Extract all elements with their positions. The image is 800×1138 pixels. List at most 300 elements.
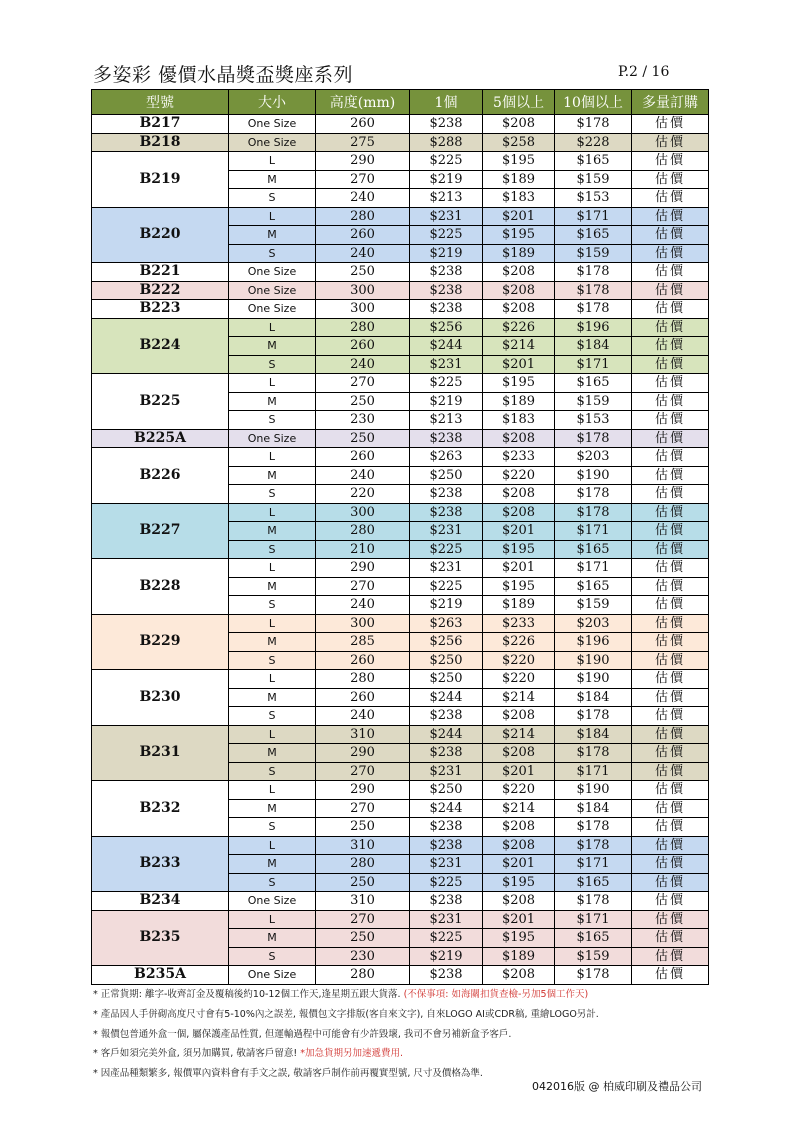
bulk-quote-cell: 估價 — [632, 540, 709, 559]
price-10-cell: $196 — [555, 318, 632, 337]
price-1-cell: $219 — [410, 947, 483, 966]
price-1-cell: $256 — [410, 318, 483, 337]
size-cell: S — [229, 189, 316, 208]
price-1-cell: $263 — [410, 448, 483, 467]
bulk-quote-cell: 估價 — [632, 744, 709, 763]
size-cell: L — [229, 318, 316, 337]
bulk-quote-cell: 估價 — [632, 688, 709, 707]
height-cell: 240 — [316, 707, 410, 726]
bulk-quote-cell: 估價 — [632, 522, 709, 541]
price-5-cell: $208 — [483, 263, 555, 282]
price-1-cell: $250 — [410, 781, 483, 800]
price-5-cell: $195 — [483, 374, 555, 393]
price-10-cell: $165 — [555, 873, 632, 892]
bulk-quote-cell: 估價 — [632, 707, 709, 726]
note-warning: (不保事項: 如海關扣貨查檢-另加5個工作天) — [403, 989, 589, 1000]
model-cell: B217 — [92, 115, 229, 134]
bulk-quote-cell: 估價 — [632, 873, 709, 892]
price-1-cell: $225 — [410, 929, 483, 948]
price-5-cell: $201 — [483, 355, 555, 374]
table-row — [92, 503, 709, 522]
table-row — [92, 115, 709, 134]
price-5-cell: $201 — [483, 559, 555, 578]
note-text: * 正常貨期: 離字-收齊訂金及覆稿後約10-12個工作天,逢星期五跟大貨落. — [93, 989, 404, 1000]
price-5-cell: $220 — [483, 670, 555, 689]
table-row — [92, 133, 709, 152]
height-cell: 260 — [316, 226, 410, 245]
price-5-cell: $233 — [483, 614, 555, 633]
bulk-quote-cell: 估價 — [632, 781, 709, 800]
price-5-cell: $208 — [483, 485, 555, 504]
size-cell: S — [229, 355, 316, 374]
height-cell: 250 — [316, 263, 410, 282]
bulk-quote-cell: 估價 — [632, 300, 709, 319]
price-10-cell: $165 — [555, 929, 632, 948]
model-cell: B218 — [92, 133, 229, 152]
size-cell: S — [229, 596, 316, 615]
size-cell: M — [229, 688, 316, 707]
height-cell: 280 — [316, 207, 410, 226]
price-1-cell: $238 — [410, 818, 483, 837]
model-cell: B226 — [92, 448, 229, 504]
price-5-cell: $183 — [483, 411, 555, 430]
bulk-quote-cell: 估價 — [632, 651, 709, 670]
height-cell: 290 — [316, 744, 410, 763]
price-1-cell: $244 — [410, 337, 483, 356]
price-10-cell: $190 — [555, 651, 632, 670]
price-10-cell: $165 — [555, 374, 632, 393]
price-1-cell: $250 — [410, 466, 483, 485]
size-cell: L — [229, 559, 316, 578]
size-cell: L — [229, 152, 316, 171]
bulk-quote-cell: 估價 — [632, 244, 709, 263]
size-cell: S — [229, 818, 316, 837]
price-1-cell: $238 — [410, 281, 483, 300]
note-line — [93, 1025, 733, 1045]
price-5-cell: $220 — [483, 781, 555, 800]
height-cell: 260 — [316, 688, 410, 707]
bulk-quote-cell: 估價 — [632, 263, 709, 282]
model-cell: B228 — [92, 559, 229, 615]
size-cell: S — [229, 485, 316, 504]
price-1-cell: $238 — [410, 429, 483, 448]
header-price-5: 5個以上 — [483, 90, 555, 115]
height-cell: 270 — [316, 374, 410, 393]
height-cell: 260 — [316, 337, 410, 356]
model-cell: B227 — [92, 503, 229, 559]
price-1-cell: $231 — [410, 522, 483, 541]
size-cell: One Size — [229, 300, 316, 319]
price-10-cell: $178 — [555, 966, 632, 985]
table-row — [92, 318, 709, 337]
bulk-quote-cell: 估價 — [632, 189, 709, 208]
price-1-cell: $213 — [410, 189, 483, 208]
size-cell: S — [229, 873, 316, 892]
bulk-quote-cell: 估價 — [632, 115, 709, 134]
height-cell: 240 — [316, 355, 410, 374]
model-cell: B225 — [92, 374, 229, 430]
price-1-cell: $288 — [410, 133, 483, 152]
price-5-cell: $183 — [483, 189, 555, 208]
price-1-cell: $256 — [410, 633, 483, 652]
height-cell: 220 — [316, 485, 410, 504]
price-5-cell: $208 — [483, 429, 555, 448]
size-cell: S — [229, 540, 316, 559]
height-cell: 290 — [316, 152, 410, 171]
note-line — [93, 985, 733, 1005]
height-cell: 270 — [316, 910, 410, 929]
price-1-cell: $219 — [410, 244, 483, 263]
height-cell: 285 — [316, 633, 410, 652]
table-row — [92, 152, 709, 171]
price-5-cell: $195 — [483, 152, 555, 171]
bulk-quote-cell: 估價 — [632, 448, 709, 467]
bulk-quote-cell: 估價 — [632, 318, 709, 337]
bulk-quote-cell: 估價 — [632, 281, 709, 300]
price-10-cell: $171 — [555, 207, 632, 226]
price-5-cell: $208 — [483, 300, 555, 319]
footer-text: 042016版 @ 柏威印刷及禮品公司 — [532, 1080, 702, 1093]
price-5-cell: $208 — [483, 836, 555, 855]
size-cell: L — [229, 725, 316, 744]
bulk-quote-cell: 估價 — [632, 762, 709, 781]
bulk-quote-cell: 估價 — [632, 503, 709, 522]
size-cell: S — [229, 244, 316, 263]
price-10-cell: $190 — [555, 466, 632, 485]
height-cell: 240 — [316, 596, 410, 615]
price-1-cell: $225 — [410, 152, 483, 171]
price-1-cell: $231 — [410, 559, 483, 578]
price-5-cell: $201 — [483, 522, 555, 541]
bulk-quote-cell: 估價 — [632, 559, 709, 578]
size-cell: M — [229, 744, 316, 763]
price-1-cell: $231 — [410, 762, 483, 781]
price-10-cell: $171 — [555, 355, 632, 374]
bulk-quote-cell: 估價 — [632, 337, 709, 356]
price-10-cell: $153 — [555, 411, 632, 430]
price-5-cell: $258 — [483, 133, 555, 152]
model-cell: B222 — [92, 281, 229, 300]
bulk-quote-cell: 估價 — [632, 207, 709, 226]
model-cell: B219 — [92, 152, 229, 208]
price-10-cell: $159 — [555, 596, 632, 615]
bulk-quote-cell: 估價 — [632, 929, 709, 948]
price-1-cell: $250 — [410, 651, 483, 670]
price-1-cell: $238 — [410, 485, 483, 504]
price-5-cell: $214 — [483, 799, 555, 818]
header-height: 高度(mm) — [316, 90, 410, 115]
height-cell: 300 — [316, 614, 410, 633]
bulk-quote-cell: 估價 — [632, 947, 709, 966]
price-1-cell: $231 — [410, 355, 483, 374]
bulk-quote-cell: 估價 — [632, 633, 709, 652]
price-1-cell: $219 — [410, 170, 483, 189]
price-10-cell: $178 — [555, 818, 632, 837]
model-cell: B225A — [92, 429, 229, 448]
table-header-row — [92, 90, 709, 115]
header-price-1: 1個 — [410, 90, 483, 115]
price-1-cell: $231 — [410, 207, 483, 226]
size-cell: One Size — [229, 429, 316, 448]
size-cell: S — [229, 947, 316, 966]
size-cell: L — [229, 910, 316, 929]
size-cell: M — [229, 929, 316, 948]
model-cell: B220 — [92, 207, 229, 263]
price-10-cell: $228 — [555, 133, 632, 152]
price-5-cell: $226 — [483, 633, 555, 652]
price-5-cell: $195 — [483, 929, 555, 948]
price-1-cell: $238 — [410, 892, 483, 911]
bulk-quote-cell: 估價 — [632, 374, 709, 393]
price-1-cell: $225 — [410, 540, 483, 559]
price-5-cell: $208 — [483, 966, 555, 985]
price-10-cell: $190 — [555, 670, 632, 689]
header-model: 型號 — [92, 90, 229, 115]
height-cell: 270 — [316, 577, 410, 596]
price-10-cell: $165 — [555, 540, 632, 559]
height-cell: 300 — [316, 281, 410, 300]
price-1-cell: $238 — [410, 115, 483, 134]
size-cell: M — [229, 466, 316, 485]
price-10-cell: $203 — [555, 448, 632, 467]
price-1-cell: $238 — [410, 300, 483, 319]
price-10-cell: $165 — [555, 152, 632, 171]
height-cell: 270 — [316, 762, 410, 781]
height-cell: 280 — [316, 966, 410, 985]
price-10-cell: $178 — [555, 300, 632, 319]
bulk-quote-cell: 估價 — [632, 429, 709, 448]
price-5-cell: $214 — [483, 337, 555, 356]
table-row — [92, 781, 709, 800]
price-10-cell: $171 — [555, 559, 632, 578]
price-5-cell: $208 — [483, 115, 555, 134]
height-cell: 240 — [316, 244, 410, 263]
height-cell: 310 — [316, 892, 410, 911]
note-warning: *加急貨期另加速遞費用. — [300, 1048, 403, 1060]
price-5-cell: $226 — [483, 318, 555, 337]
price-10-cell: $184 — [555, 725, 632, 744]
size-cell: L — [229, 670, 316, 689]
price-10-cell: $159 — [555, 170, 632, 189]
height-cell: 230 — [316, 947, 410, 966]
height-cell: 310 — [316, 836, 410, 855]
model-cell: B229 — [92, 614, 229, 670]
size-cell: M — [229, 633, 316, 652]
size-cell: S — [229, 411, 316, 430]
price-5-cell: $195 — [483, 226, 555, 245]
height-cell: 300 — [316, 300, 410, 319]
header-size: 大小 — [229, 90, 316, 115]
price-1-cell: $231 — [410, 910, 483, 929]
price-5-cell: $201 — [483, 207, 555, 226]
bulk-quote-cell: 估價 — [632, 411, 709, 430]
price-5-cell: $220 — [483, 651, 555, 670]
price-5-cell: $189 — [483, 596, 555, 615]
price-1-cell: $225 — [410, 226, 483, 245]
size-cell: M — [229, 226, 316, 245]
table-row — [92, 614, 709, 633]
height-cell: 310 — [316, 725, 410, 744]
size-cell: M — [229, 337, 316, 356]
bulk-quote-cell: 估價 — [632, 725, 709, 744]
price-5-cell: $208 — [483, 707, 555, 726]
bulk-quote-cell: 估價 — [632, 466, 709, 485]
price-5-cell: $189 — [483, 947, 555, 966]
price-10-cell: $159 — [555, 947, 632, 966]
price-10-cell: $203 — [555, 614, 632, 633]
price-1-cell: $244 — [410, 799, 483, 818]
price-5-cell: $201 — [483, 855, 555, 874]
bulk-quote-cell: 估價 — [632, 485, 709, 504]
price-10-cell: $165 — [555, 577, 632, 596]
price-5-cell: $195 — [483, 577, 555, 596]
price-5-cell: $201 — [483, 910, 555, 929]
height-cell: 250 — [316, 873, 410, 892]
price-5-cell: $208 — [483, 503, 555, 522]
height-cell: 280 — [316, 670, 410, 689]
price-10-cell: $178 — [555, 836, 632, 855]
height-cell: 260 — [316, 651, 410, 670]
price-10-cell: $184 — [555, 688, 632, 707]
price-1-cell: $250 — [410, 670, 483, 689]
bulk-quote-cell: 估價 — [632, 392, 709, 411]
bulk-quote-cell: 估價 — [632, 670, 709, 689]
note-text: * 客戶如須完美外盒, 須另加購買, 敬請客戶留意! — [93, 1048, 301, 1060]
price-10-cell: $153 — [555, 189, 632, 208]
table-row — [92, 892, 709, 911]
notes-section — [93, 985, 733, 1084]
bulk-quote-cell: 估價 — [632, 152, 709, 171]
bulk-quote-cell: 估價 — [632, 855, 709, 874]
height-cell: 260 — [316, 115, 410, 134]
price-5-cell: $220 — [483, 466, 555, 485]
note-text: * 產品因人手併砌高度尺寸會有5-10%內之誤差, 報價包文字排版(客自來文字), 自來LOGO AI或CDR稿, 重繪LOGO另計. — [93, 1008, 599, 1020]
price-1-cell: $219 — [410, 392, 483, 411]
price-table — [91, 89, 709, 985]
table-row — [92, 207, 709, 226]
price-10-cell: $178 — [555, 485, 632, 504]
price-5-cell: $195 — [483, 873, 555, 892]
height-cell: 270 — [316, 799, 410, 818]
price-1-cell: $238 — [410, 263, 483, 282]
price-10-cell: $178 — [555, 744, 632, 763]
model-cell: B224 — [92, 318, 229, 374]
size-cell: S — [229, 707, 316, 726]
price-10-cell: $184 — [555, 799, 632, 818]
table-row — [92, 966, 709, 985]
price-1-cell: $238 — [410, 503, 483, 522]
bulk-quote-cell: 估價 — [632, 355, 709, 374]
model-cell: B233 — [92, 836, 229, 892]
height-cell: 250 — [316, 392, 410, 411]
bulk-quote-cell: 估價 — [632, 133, 709, 152]
size-cell: L — [229, 836, 316, 855]
bulk-quote-cell: 估價 — [632, 910, 709, 929]
model-cell: B230 — [92, 670, 229, 726]
price-10-cell: $178 — [555, 429, 632, 448]
size-cell: S — [229, 762, 316, 781]
height-cell: 300 — [316, 503, 410, 522]
model-cell: B231 — [92, 725, 229, 781]
height-cell: 280 — [316, 318, 410, 337]
height-cell: 250 — [316, 429, 410, 448]
bulk-quote-cell: 估價 — [632, 614, 709, 633]
size-cell: L — [229, 207, 316, 226]
size-cell: M — [229, 577, 316, 596]
price-10-cell: $190 — [555, 781, 632, 800]
note-line — [93, 1005, 733, 1025]
size-cell: L — [229, 781, 316, 800]
model-cell: B235 — [92, 910, 229, 966]
bulk-quote-cell: 估價 — [632, 170, 709, 189]
price-1-cell: $244 — [410, 725, 483, 744]
page-number: P.2 / 16 — [618, 64, 670, 80]
height-cell: 250 — [316, 818, 410, 837]
price-10-cell: $184 — [555, 337, 632, 356]
price-5-cell: $208 — [483, 281, 555, 300]
size-cell: L — [229, 374, 316, 393]
size-cell: One Size — [229, 133, 316, 152]
size-cell: M — [229, 522, 316, 541]
price-1-cell: $219 — [410, 596, 483, 615]
price-1-cell: $263 — [410, 614, 483, 633]
table-row — [92, 725, 709, 744]
bulk-quote-cell: 估價 — [632, 818, 709, 837]
price-10-cell: $159 — [555, 392, 632, 411]
bulk-quote-cell: 估價 — [632, 596, 709, 615]
size-cell: L — [229, 503, 316, 522]
height-cell: 210 — [316, 540, 410, 559]
price-5-cell: $208 — [483, 892, 555, 911]
price-10-cell: $178 — [555, 281, 632, 300]
bulk-quote-cell: 估價 — [632, 836, 709, 855]
size-cell: L — [229, 614, 316, 633]
size-cell: One Size — [229, 966, 316, 985]
height-cell: 280 — [316, 855, 410, 874]
price-1-cell: $238 — [410, 836, 483, 855]
price-10-cell: $171 — [555, 762, 632, 781]
price-5-cell: $189 — [483, 170, 555, 189]
height-cell: 270 — [316, 170, 410, 189]
price-5-cell: $189 — [483, 244, 555, 263]
height-cell: 250 — [316, 929, 410, 948]
bulk-quote-cell: 估價 — [632, 966, 709, 985]
bulk-quote-cell: 估價 — [632, 577, 709, 596]
price-10-cell: $171 — [555, 910, 632, 929]
price-1-cell: $225 — [410, 873, 483, 892]
note-text: * 因產品種類繁多, 報價單內資料會有手文之誤, 敬請客戶制作前再覆實型號, 尺寸及價格為準. — [93, 1068, 483, 1080]
price-10-cell: $165 — [555, 226, 632, 245]
price-1-cell: $225 — [410, 374, 483, 393]
bulk-quote-cell: 估價 — [632, 226, 709, 245]
table-row — [92, 670, 709, 689]
height-cell: 290 — [316, 781, 410, 800]
table-row — [92, 910, 709, 929]
height-cell: 230 — [316, 411, 410, 430]
size-cell: One Size — [229, 115, 316, 134]
height-cell: 290 — [316, 559, 410, 578]
price-10-cell: $196 — [555, 633, 632, 652]
price-5-cell: $208 — [483, 744, 555, 763]
model-cell: B232 — [92, 781, 229, 837]
table-row — [92, 263, 709, 282]
price-5-cell: $201 — [483, 762, 555, 781]
price-5-cell: $233 — [483, 448, 555, 467]
price-10-cell: $178 — [555, 263, 632, 282]
price-1-cell: $225 — [410, 577, 483, 596]
size-cell: One Size — [229, 892, 316, 911]
size-cell: L — [229, 448, 316, 467]
